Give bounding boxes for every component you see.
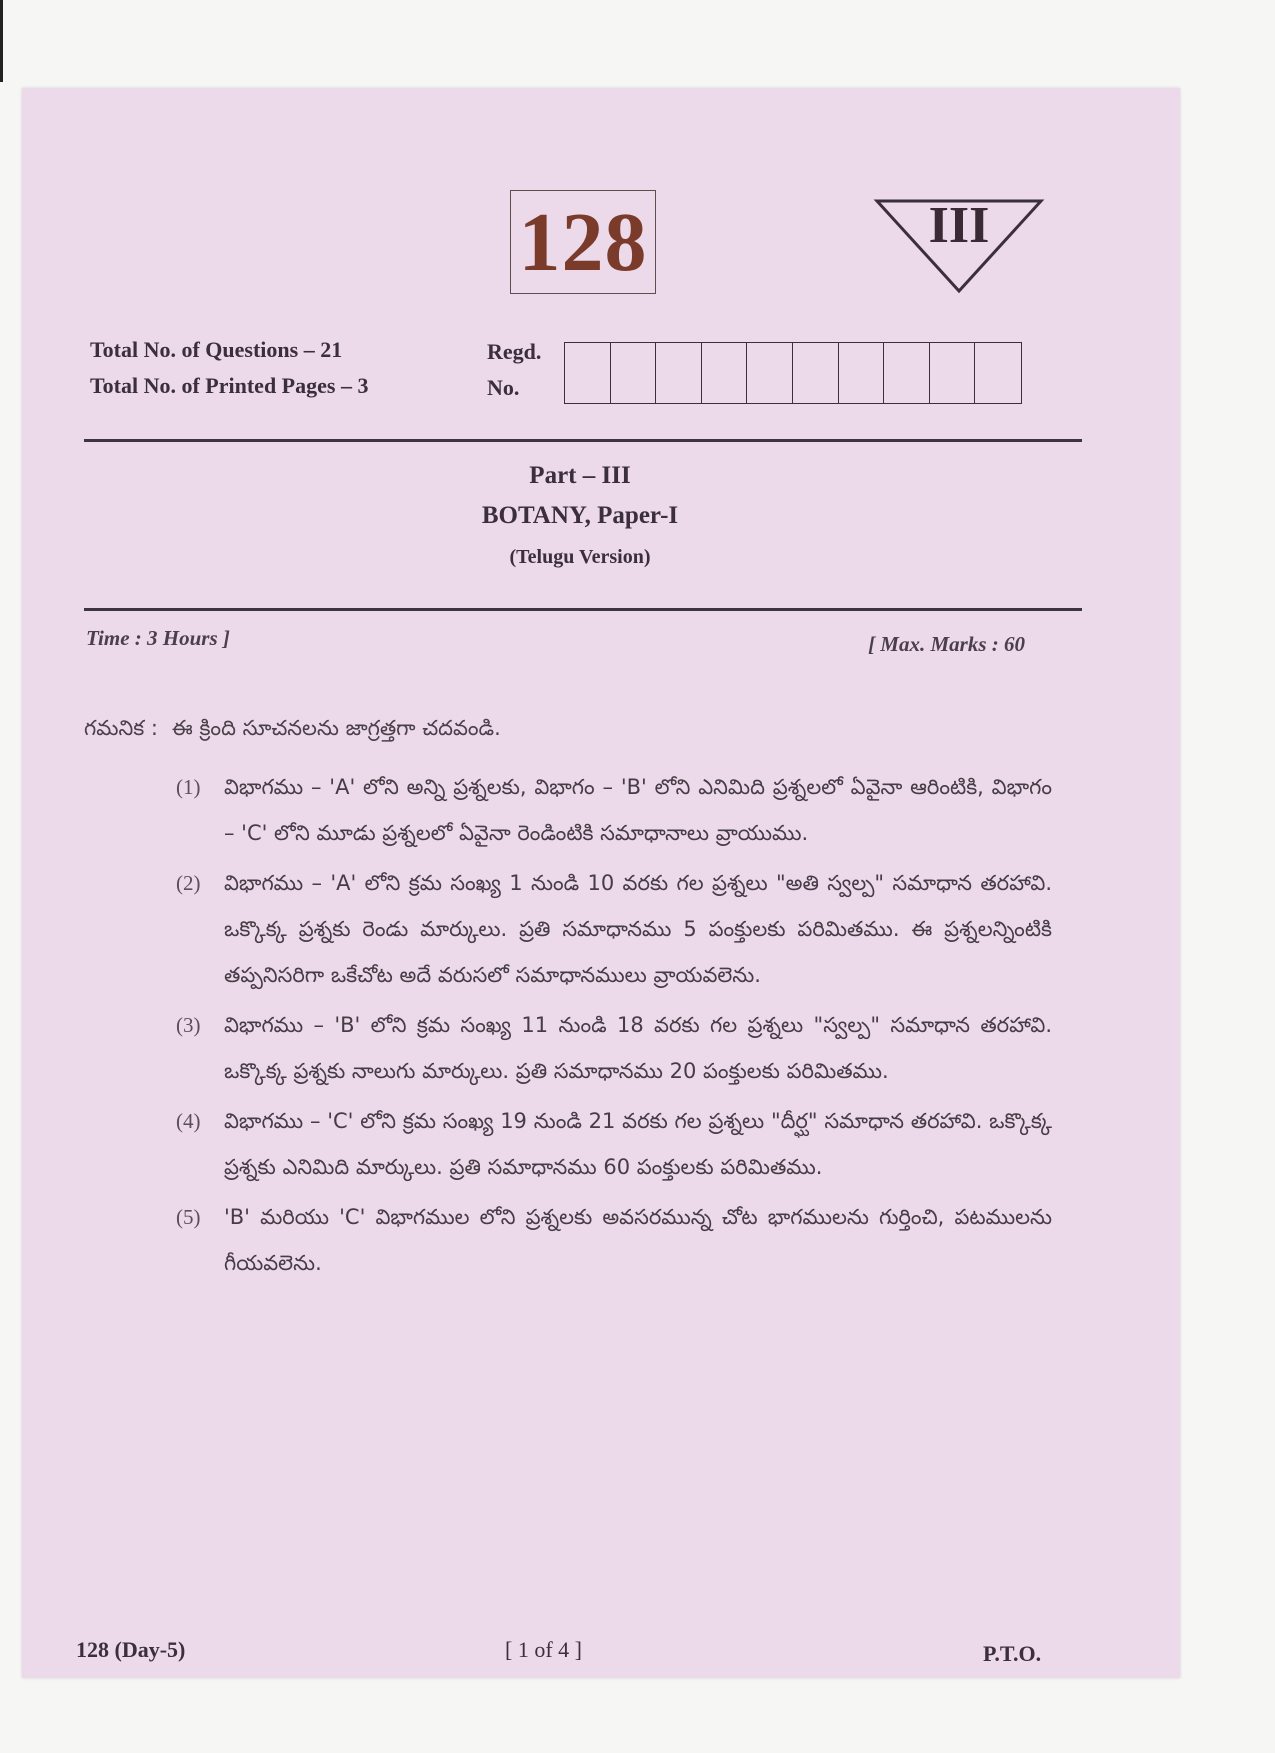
note xyxy=(84,716,501,746)
note-text: ఈ క్రింది సూచనలను జాగ్రత్తగా చదవండి. xyxy=(171,716,501,740)
instruction-item xyxy=(176,1194,1052,1286)
total-questions: Total No. of Questions – 21 xyxy=(90,337,343,362)
instruction-number: (1) xyxy=(176,775,201,799)
instruction-item xyxy=(176,860,1052,998)
time-allowed: Time : 3 Hours ] xyxy=(86,626,230,650)
regd-box xyxy=(565,343,611,403)
regd-label-line2: No. xyxy=(487,375,520,400)
instruction-text: విభాగము – 'C' లోని క్రమ సంఖ్య 19 నుండి 21 వరకు గల ప్రశ్నలు "దీర్ఘ" సమాధాన తరహావి. ఒక్కొక్క ప్రశ్నకు ఎనిమిది మార్కులు. ప్రతి సమాధానము 60 పంక్తులకు పరిమితము. xyxy=(224,1109,1052,1179)
regd-box xyxy=(747,343,793,403)
question-meta xyxy=(90,332,368,404)
instruction-item xyxy=(176,1002,1052,1094)
page-number: [ 1 of 4 ] xyxy=(505,1637,582,1662)
note-label: గమనిక : xyxy=(84,716,158,740)
total-pages: Total No. of Printed Pages – 3 xyxy=(90,373,369,398)
paper-code-box: 128 xyxy=(510,190,656,294)
subject-heading: BOTANY, Paper-I xyxy=(481,502,679,529)
version-heading: (Telugu Version) xyxy=(509,546,651,568)
regd-label-line1: Regd. xyxy=(487,339,542,364)
part-heading: Part – III xyxy=(529,462,631,489)
divider-top xyxy=(84,439,1082,442)
scan-edge xyxy=(0,0,3,82)
regd-box xyxy=(611,343,657,403)
instruction-number: (5) xyxy=(176,1205,201,1229)
instruction-text: విభాగము – 'A' లోని క్రమ సంఖ్య 1 నుండి 10 వరకు గల ప్రశ్నలు "అతి స్వల్ప" సమాధాన తరహావి. ఒక్కొక్క ప్రశ్నకు రెండు మార్కులు. ప్రతి సమాధానము 5 పంక్తులకు పరిమితము. ఈ ప్రశ్నలన్నింటికి తప్పనిసరిగా ఒకేచోట అదే వరుసలో సమాధానములు వ్రాయవలెను. xyxy=(224,871,1052,987)
instruction-item xyxy=(176,764,1052,856)
regd-number-boxes xyxy=(564,342,1022,404)
instruction-number: (3) xyxy=(176,1013,201,1037)
set-number: III xyxy=(928,197,990,254)
regd-box xyxy=(975,343,1021,403)
regd-label xyxy=(487,334,541,406)
instruction-text: విభాగము – 'B' లోని క్రమ సంఖ్య 11 నుండి 18 వరకు గల ప్రశ్నలు "స్వల్ప" సమాధాన తరహావి. ఒక్కొక్క ప్రశ్నకు నాలుగు మార్కులు. ప్రతి సమాధానము 20 పంక్తులకు పరిమితము. xyxy=(224,1013,1052,1083)
regd-box xyxy=(656,343,702,403)
footer-code: 128 (Day-5) xyxy=(76,1637,186,1662)
instruction-text: విభాగము – 'A' లోని అన్ని ప్రశ్నలకు, విభాగం – 'B' లోని ఎనిమిది ప్రశ్నలలో ఏవైనా ఆరింటికి, విభాగం – 'C' లోని మూడు ప్రశ్నలలో ఏవైనా రెండింటికి సమాధానాలు వ్రాయుము. xyxy=(224,775,1052,845)
regd-box xyxy=(884,343,930,403)
regd-box xyxy=(793,343,839,403)
regd-box xyxy=(839,343,885,403)
max-marks: [ Max. Marks : 60 xyxy=(868,632,1025,656)
regd-box xyxy=(930,343,976,403)
instruction-text: 'B' మరియు 'C' విభాగముల లోని ప్రశ్నలకు అవసరమున్న చోట భాగములను గుర్తించి, పటములను గీయవలెను. xyxy=(224,1205,1052,1275)
instruction-item xyxy=(176,1098,1052,1190)
regd-box xyxy=(702,343,748,403)
instruction-number: (4) xyxy=(176,1109,201,1133)
divider-bottom xyxy=(84,608,1082,611)
instruction-number: (2) xyxy=(176,871,201,895)
instructions-list xyxy=(176,764,1052,1290)
pto-label: P.T.O. xyxy=(983,1641,1042,1666)
